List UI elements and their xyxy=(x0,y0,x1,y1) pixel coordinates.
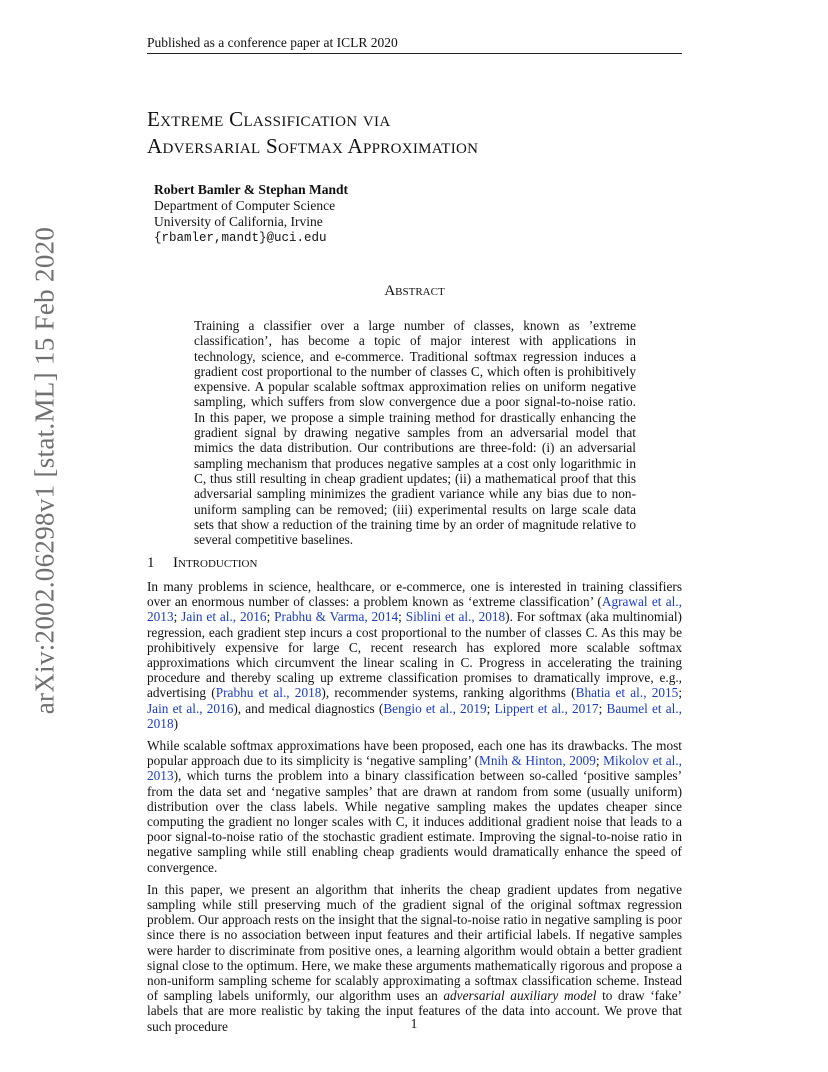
text-run: ; xyxy=(398,609,406,625)
citation-link[interactable]: Baumel et al., 2018 xyxy=(147,700,682,731)
author-department: Department of Computer Science xyxy=(154,198,336,213)
text-run: ; xyxy=(173,609,182,625)
text-run: ; xyxy=(266,609,275,625)
text-run: ; xyxy=(678,685,683,701)
citation-link[interactable]: Agrawal et al., 2013 xyxy=(147,594,682,625)
text-run: While scalable softmax approximations have been proposed, each one has its drawbacks. The most popular approach due to its simplicity is ‘negative sampling’ ( xyxy=(147,738,682,769)
citation-link[interactable]: Bengio et al., 2019 xyxy=(383,700,487,716)
citation-link[interactable]: Mnih & Hinton, 2009 xyxy=(479,753,596,769)
header-rule xyxy=(147,53,682,54)
paragraph xyxy=(147,579,682,731)
text-run: ; xyxy=(598,700,607,716)
text-run: to draw ‘fake’ labels that are more realistic by taking the input features of the data into account. We prove that such procedure xyxy=(147,988,682,1034)
abstract-heading: Abstract xyxy=(384,283,445,299)
text-run: In this paper, we present an algorithm that inherits the cheap gradient updates from negative sampling while still preserving much of the gradient signal of the original softmax regression problem. Our approach rests on the insight that the signal-to-noise ratio in negative sampling is poor since there is no association between input features and their artificial labels. If negative samples were harder to discriminate from positive ones, a learning algorithm would obtain a better gradient signal close to the optimum. Here, we make these arguments mathematically rigorous and propose a non-uniform sampling scheme for scalably approximating a softmax classification scheme. Instead of sampling labels uniformly, our algorithm uses an xyxy=(147,881,682,1004)
author-email[interactable]: {rbamler,mandt}@uci.edu xyxy=(154,231,327,245)
emphasis-text: adversarial auxiliary model xyxy=(443,988,597,1004)
citation-link[interactable]: Bhatia et al., 2015 xyxy=(575,685,679,701)
text-run: ), and medical diagnostics ( xyxy=(233,700,384,716)
author-university: University of California, Irvine xyxy=(154,214,323,229)
citation-link[interactable]: Siblini et al., 2018 xyxy=(405,609,506,625)
introduction-body xyxy=(147,579,682,1041)
author-names: Robert Bamler & Stephan Mandt xyxy=(154,182,348,197)
citation-link[interactable]: Prabhu & Varma, 2014 xyxy=(274,609,399,625)
text-run: ), which turns the problem into a binary classification between so-called ‘positive samples’ from the data set and ‘negative samples’ that are drawn at random from some (usually uniform) distribution over the class labels. While negative sampling makes the updates cheaper since computing the gradient no longer scales with C, it induces additional gradient noise that leads to a poor signal-to-noise ratio of the stochastic gradient estimate. Improving the signal-to-noise ratio in negative sampling while still enabling cheap gradients would dramatically enhance the speed of convergence. xyxy=(147,768,682,875)
text-run: ). For softmax (aka multinomial) regression, each gradient step incurs a cost proportional to the number of classes C. As this may be prohibitively expensive for large C, recent research has explored more scalable softmax approximations which circumvent the linear scaling in C. Progress in accelerating the training procedure and thereby scaling up extreme classification promises to dramatically improve, e.g., advertising ( xyxy=(147,609,682,701)
citation-link[interactable]: Jain et al., 2016 xyxy=(147,700,234,716)
paragraph xyxy=(147,738,682,875)
page-number: 1 xyxy=(410,1016,418,1031)
title-line-1: Extreme Classification via xyxy=(147,107,391,131)
text-run: ; xyxy=(486,700,495,716)
abstract-text: Training a classifier over a large number of classes, known as ’extreme classification’, has become a topic of major interest with applications in technology, science, and e-commerce. Traditional softmax regression induces a gradient cost proportional to the number of classes C, which often is prohibitively expensive. A popular scalable softmax approximation relies on uniform negative sampling, which suffers from slow convergence due a poor signal-to-noise ratio. In this paper, we propose a simple training method for drastically enhancing the gradient signal by drawing negative samples from an adversarial model that mimics the data distribution. Our contributions are three-fold: (i) an adversarial sampling mechanism that produces negative samples at a cost only logarithmic in C, thus still resulting in cheap gradient updates; (ii) a mathematical proof that this adversarial sampling minimizes the gradient variance while any bias due to non-uniform sampling can be removed; (iii) experimental results on large scale data sets that show a reduction of the training time by an order of magnitude relative to several competitive baselines. xyxy=(194,318,636,548)
section-title: Introduction xyxy=(173,555,258,571)
author-block xyxy=(154,182,348,246)
text-run: ), recommender systems, ranking algorithms ( xyxy=(321,685,576,701)
citation-link[interactable]: Prabhu et al., 2018 xyxy=(215,685,322,701)
arxiv-stamp: arXiv:2002.06298v1 [stat.ML] 15 Feb 2020 xyxy=(29,226,60,715)
text-run: ; xyxy=(595,753,604,769)
running-header: Published as a conference paper at ICLR 2020 xyxy=(147,35,398,50)
section-heading xyxy=(147,555,257,572)
title-line-2: Adversarial Softmax Approximation xyxy=(147,134,479,158)
citation-link[interactable]: Jain et al., 2016 xyxy=(181,609,267,625)
citation-link[interactable]: Lippert et al., 2017 xyxy=(494,700,599,716)
section-number: 1 xyxy=(147,555,155,571)
citation-link[interactable]: Mikolov et al., 2013 xyxy=(147,753,683,784)
text-run: ) xyxy=(173,715,179,731)
paragraph xyxy=(147,882,682,1034)
text-run: In many problems in science, healthcare, or e-commerce, one is interested in training classifiers over an enormous number of classes: a problem known as ‘extreme classification’ ( xyxy=(147,579,682,610)
paper-title xyxy=(147,106,478,160)
